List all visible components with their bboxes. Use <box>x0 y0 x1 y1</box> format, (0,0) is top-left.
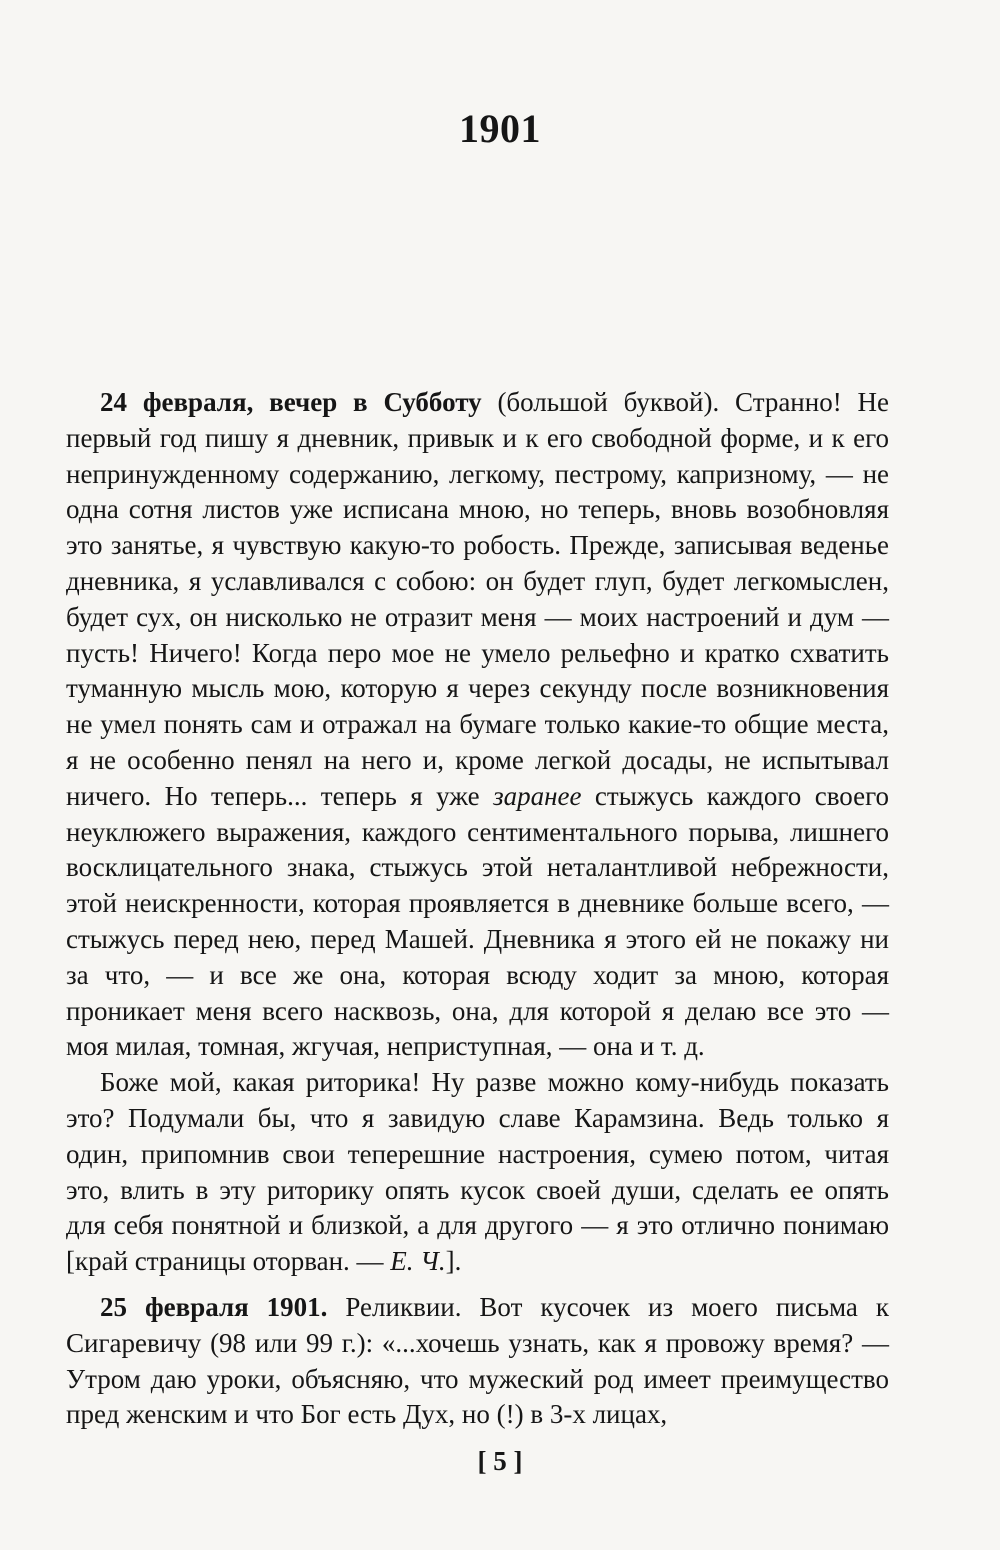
italic-word: заранее <box>493 780 582 811</box>
editor-initials: Е. Ч. <box>390 1246 446 1277</box>
paragraph-text: (большой буквой). Странно! Не первый год пишу я дневник, привык и к его свободной форме, и к его непринужденному содержанию, легкому, пестрому, капризному, — не одна сотня листов уже исписана мною, но теперь, вновь возобновляя это занятье, я чувствую какую-то робость. Прежде, записывая веденье дневника, я уславливался с собою: он будет глуп, будет легкомыслен, будет сух, он нисколько не отразит меня — моих настроений и дум — пусть! Ничего! Когда перо мое не умело рельефно и кратко схватить туманную мысль мою, которую я через секунду после возникновения не умел понять сам и отражал на бумаге только какие-то общие места, я не особенно пенял на него и, кроме легкой досады, не испытывал ничего. Но теперь... теперь я уже <box>66 387 889 811</box>
paragraph-text: ]. <box>445 1246 462 1277</box>
year-heading: 1901 <box>459 106 541 151</box>
entry-paragraph <box>66 1290 889 1433</box>
page-number: [ 5 ] <box>477 1446 523 1476</box>
paragraph-text: Боже мой, какая риторика! Ну разве можно кому-нибудь показать это? Подумали бы, что я завидую славе Карамзина. Ведь только я один, припомнив свои теперешние настроения, сумею потом, читая это, влить в эту риторику опять кусок своей души, сделать ее опять для себя понятной и близкой, а для другого — я это отлично понимаю [край страницы оторван. — <box>66 1067 889 1277</box>
diary-entry-feb-25 <box>66 1290 889 1433</box>
diary-entry-feb-24 <box>66 385 889 1280</box>
entry-paragraph <box>66 1065 889 1280</box>
entry-date: 25 февраля 1901. <box>100 1292 328 1322</box>
paragraph-text: стыжусь каждого своего неуклюжего выражения, каждого сентиментального порыва, лишнего восклицательного знака, стыжусь этой неталантливой небрежности, этой неискренности, которая проявляется в дневнике больше всего, — стыжусь перед нею, перед Машей. Дневника я этого ей не покажу ни за что, — и все же она, которая всюду ходит за мною, которая проникает меня всего насквозь, она, для которой я делаю все это — моя милая, томная, жгучая, неприступная, — она и т. д. <box>66 780 889 1062</box>
paragraph-text: Реликвии. Вот кусочек из моего письма к Сигаревичу (98 или 99 г.): «...хочешь узнать, как я провожу время? — Утром даю уроки, объясняю, что мужеский род имеет преимущество пред женским и что Бог есть Дух, но (!) в 3-х лицах, <box>66 1292 889 1430</box>
entry-paragraph <box>66 385 889 1065</box>
entry-date: 24 февраля, вечер в Субботу <box>100 387 482 417</box>
